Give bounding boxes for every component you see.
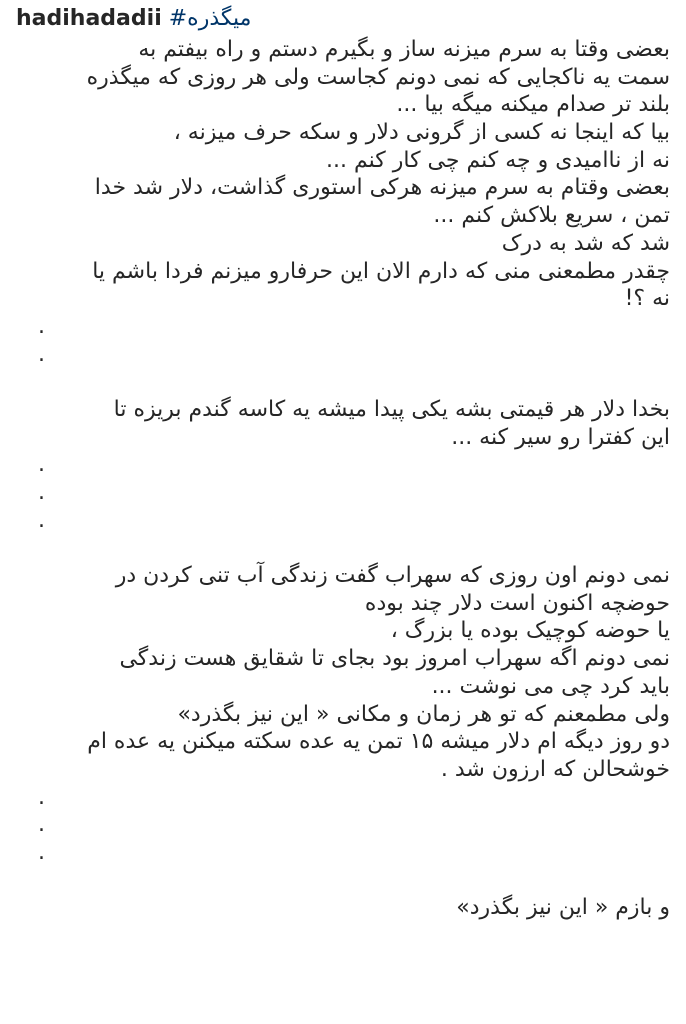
caption-blank-line bbox=[16, 867, 670, 895]
caption-line: بخدا دلار هر قیمتی بشه یکی پیدا میشه یه کاسه گندم بریزه تا bbox=[113, 396, 670, 422]
caption-line: خوشحالن که ارزون شد . bbox=[440, 756, 670, 782]
caption-line: نه از ناامیدی و چه کنم چی کار کنم ... bbox=[326, 147, 670, 173]
caption-dot: . bbox=[38, 839, 45, 865]
caption-dot: . bbox=[38, 784, 45, 810]
caption-line: یا حوضه کوچیک بوده یا بزرگ ، bbox=[390, 618, 670, 644]
caption-line: بیا که اینجا نه کسی از گرونی دلار و سکه حرف میزنه ، bbox=[173, 120, 670, 146]
caption-line: دو روز دیگه ام دلار میشه ۱۵ تمن یه عده سکته میکنن یه عده ام bbox=[87, 729, 670, 755]
caption-dot: . bbox=[38, 313, 45, 339]
caption-line: نه ؟! bbox=[624, 286, 670, 312]
caption-header bbox=[16, 4, 670, 34]
caption-body bbox=[16, 36, 670, 922]
caption-line: حوضچه اکنون است دلار چند بوده bbox=[364, 590, 670, 616]
caption-dot: . bbox=[38, 812, 45, 838]
caption-line: بعضی وقتام به سرم میزنه هرکی استوری گذاشت، دلار شد خدا bbox=[94, 175, 670, 201]
caption-line: شد که شد به درک bbox=[501, 230, 670, 256]
caption-line: سمت یه ناکجایی که نمی دونم کجاست ولی هر روزی که میگذره bbox=[86, 64, 670, 90]
caption-line: و بازم « این نیز بگذرد» bbox=[456, 895, 670, 921]
caption-line: نمی دونم اگه سهراب امروز بود بجای تا شقایق هست زندگی bbox=[119, 646, 670, 672]
caption-line: تمن ، سریع بلاکش کنم ... bbox=[433, 203, 670, 229]
caption-line: این کفترا رو سیر کنه ... bbox=[451, 424, 670, 450]
caption-blank-line bbox=[16, 368, 670, 396]
hashtag-link[interactable]: #میگذره bbox=[168, 6, 252, 31]
caption-line: باید کرد چی می نوشت ... bbox=[431, 673, 670, 699]
caption-dot: . bbox=[38, 507, 45, 533]
caption-line: بلند تر صدام میکنه میگه بیا ... bbox=[396, 92, 670, 118]
caption-line: ولی مطمعنم که تو هر زمان و مکانی « این نیز بگذرد» bbox=[177, 701, 670, 727]
caption-line: نمی دونم اون روزی که سهراب گفت زندگی آب تنی کردن در bbox=[115, 563, 670, 589]
caption-blank-line bbox=[16, 534, 670, 562]
caption-dot: . bbox=[38, 480, 45, 505]
caption-line: چقدر مطمعنی منی که دارم الان این حرفارو میزنم فردا باشم یا bbox=[92, 258, 670, 284]
post-caption bbox=[16, 4, 670, 922]
caption-dot: . bbox=[38, 341, 45, 367]
caption-dot: . bbox=[38, 452, 45, 478]
caption-line: بعضی وقتا به سرم میزنه ساز و بگیرم دستم و راه بیفتم به bbox=[138, 37, 670, 62]
username-link[interactable]: hadihadadii bbox=[16, 6, 162, 31]
